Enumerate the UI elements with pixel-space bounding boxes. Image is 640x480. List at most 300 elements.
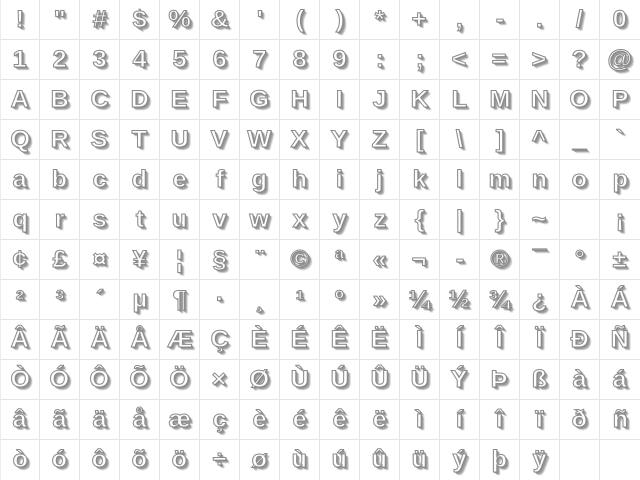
glyph-cell-r6-c10[interactable] <box>360 200 400 240</box>
glyph-cell-r8-c6[interactable] <box>200 280 240 320</box>
glyph-cell-r10-c10[interactable] <box>360 360 400 400</box>
glyph-cell-r2-c5[interactable] <box>160 40 200 80</box>
glyph-cell-r2-c4[interactable] <box>120 40 160 80</box>
glyph: D <box>130 85 149 113</box>
glyph-cell-r10-c2[interactable] <box>40 360 80 400</box>
glyph: ( <box>295 5 304 33</box>
glyph: × <box>212 365 227 393</box>
glyph-cell-r6-c15[interactable] <box>560 200 600 240</box>
glyph-cell-r5-c16[interactable] <box>600 160 640 200</box>
glyph-cell-r4-c13[interactable] <box>480 120 520 160</box>
glyph: Ü <box>410 365 429 393</box>
glyph-cell-r9-c2[interactable] <box>40 320 80 360</box>
glyph-cell-r3-c5[interactable] <box>160 80 200 120</box>
glyph-cell-r8-c11[interactable] <box>400 280 440 320</box>
glyph: è <box>252 405 267 433</box>
glyph-cell-r11-c13[interactable] <box>480 400 520 440</box>
glyph-cell-r3-c6[interactable] <box>200 80 240 120</box>
glyph-cell-r9-c3[interactable] <box>80 320 120 360</box>
glyph-cell-r1-c3[interactable] <box>80 0 120 40</box>
glyph: ¼ <box>408 285 431 313</box>
glyph: ä <box>92 405 107 433</box>
glyph: Ù <box>290 365 309 393</box>
glyph-cell-r8-c7[interactable] <box>240 280 280 320</box>
glyph: ó <box>51 446 68 473</box>
glyph-cell-r7-c10[interactable] <box>360 240 400 280</box>
glyph-cell-r11-c16[interactable] <box>600 400 640 440</box>
glyph-cell-r6-c6[interactable] <box>200 200 240 240</box>
glyph-cell-r8-c5[interactable] <box>160 280 200 320</box>
glyph: º <box>334 285 345 313</box>
glyph: ò <box>12 446 28 473</box>
glyph: a <box>12 165 28 193</box>
glyph-cell-r9-c10[interactable] <box>360 320 400 360</box>
glyph: ß <box>531 365 548 393</box>
glyph-cell-r4-c10[interactable] <box>360 120 400 160</box>
glyph: ! <box>15 5 25 33</box>
glyph: : <box>375 45 384 73</box>
glyph: p <box>612 165 628 193</box>
glyph-cell-r10-c15[interactable] <box>560 360 600 400</box>
glyph: c <box>92 165 107 193</box>
glyph: % <box>168 5 191 33</box>
glyph-cell-r7-c14[interactable] <box>520 240 560 280</box>
glyph: Ç <box>210 325 229 353</box>
glyph-cell-r11-c11[interactable] <box>400 400 440 440</box>
glyph-cell-r1-c2[interactable] <box>40 0 80 40</box>
glyph-cell-r8-c12[interactable] <box>440 280 480 320</box>
glyph: ¡ <box>615 205 625 233</box>
glyph: A <box>10 85 30 113</box>
glyph-cell-r5-c10[interactable] <box>360 160 400 200</box>
glyph: @ <box>607 45 633 73</box>
glyph-cell-r3-c12[interactable] <box>440 80 480 120</box>
glyph: > <box>532 45 547 73</box>
glyph-cell-r3-c2[interactable] <box>40 80 80 120</box>
glyph: ¬ <box>412 245 427 273</box>
glyph-cell-r3-c11[interactable] <box>400 80 440 120</box>
glyph: ö <box>171 446 188 473</box>
glyph: v <box>212 205 227 233</box>
glyph-cell-r2-c15[interactable] <box>560 40 600 80</box>
glyph-cell-r6-c5[interactable] <box>160 200 200 240</box>
glyph-cell-r9-c6[interactable] <box>200 320 240 360</box>
glyph: ¹ <box>295 285 304 313</box>
glyph: ¿ <box>531 285 548 313</box>
glyph: B <box>50 85 69 113</box>
glyph-cell-r7-c5[interactable] <box>160 240 200 280</box>
glyph-cell-r4-c4[interactable] <box>120 120 160 160</box>
glyph-cell-r3-c3[interactable] <box>80 80 120 120</box>
glyph-cell-r8-c1[interactable] <box>0 280 40 320</box>
glyph-cell-r1-c10[interactable] <box>360 0 400 40</box>
glyph-cell-r7-c16[interactable] <box>600 240 640 280</box>
glyph-cell-r12-c4[interactable] <box>120 440 160 480</box>
glyph: Y <box>331 125 348 153</box>
glyph-cell-r9-c5[interactable] <box>160 320 200 360</box>
glyph-cell-r8-c10[interactable] <box>360 280 400 320</box>
glyph-cell-r8-c16[interactable] <box>600 280 640 320</box>
glyph-cell-r12-c15[interactable] <box>560 440 600 480</box>
glyph-cell-r4-c12[interactable] <box>440 120 480 160</box>
glyph-cell-r10-c7[interactable] <box>240 360 280 400</box>
glyph-cell-r8-c8[interactable] <box>280 280 320 320</box>
glyph-cell-r11-c15[interactable] <box>560 400 600 440</box>
glyph: à <box>572 365 587 393</box>
glyph-cell-r10-c13[interactable] <box>480 360 520 400</box>
glyph: 9 <box>332 45 347 73</box>
glyph-cell-r12-c6[interactable] <box>200 440 240 480</box>
glyph-cell-r7-c15[interactable] <box>560 240 600 280</box>
glyph-cell-r12-c7[interactable] <box>240 440 280 480</box>
glyph: ~ <box>532 205 547 233</box>
glyph-cell-r1-c1[interactable] <box>0 0 40 40</box>
glyph-cell-r3-c7[interactable] <box>240 80 280 120</box>
glyph-cell-r6-c9[interactable] <box>320 200 360 240</box>
glyph-cell-r6-c14[interactable] <box>520 200 560 240</box>
glyph-cell-r11-c10[interactable] <box>360 400 400 440</box>
glyph-cell-r4-c2[interactable] <box>40 120 80 160</box>
glyph-cell-r7-c8[interactable] <box>280 240 320 280</box>
glyph: ¨ <box>255 245 264 273</box>
glyph-cell-r11-c7[interactable] <box>240 400 280 440</box>
glyph: K <box>410 85 429 113</box>
glyph-cell-r2-c2[interactable] <box>40 40 80 80</box>
glyph-cell-r1-c13[interactable] <box>480 0 520 40</box>
glyph-cell-r10-c1[interactable] <box>0 360 40 400</box>
glyph-cell-r2-c14[interactable] <box>520 40 560 80</box>
glyph-cell-r2-c10[interactable] <box>360 40 400 80</box>
glyph-cell-r10-c16[interactable] <box>600 360 640 400</box>
glyph-cell-r6-c11[interactable] <box>400 200 440 240</box>
glyph-cell-r7-c4[interactable] <box>120 240 160 280</box>
glyph: ½ <box>448 285 471 313</box>
glyph: Å <box>130 325 149 353</box>
glyph: Ï <box>535 325 543 353</box>
glyph-cell-r4-c15[interactable] <box>560 120 600 160</box>
glyph: ¸ <box>255 285 264 313</box>
glyph: ¾ <box>488 285 511 313</box>
glyph-cell-r3-c9[interactable] <box>320 80 360 120</box>
glyph-cell-r12-c16[interactable] <box>600 440 640 480</box>
glyph-cell-r9-c15[interactable] <box>560 320 600 360</box>
glyph: h <box>291 165 308 193</box>
glyph-cell-r5-c13[interactable] <box>480 160 520 200</box>
glyph-cell-r11-c9[interactable] <box>320 400 360 440</box>
glyph-cell-r4-c6[interactable] <box>200 120 240 160</box>
glyph: u <box>171 205 188 233</box>
glyph-cell-r10-c5[interactable] <box>160 360 200 400</box>
glyph-cell-r12-c10[interactable] <box>360 440 400 480</box>
glyph-cell-r4-c16[interactable] <box>600 120 640 160</box>
glyph-cell-r12-c14[interactable] <box>520 440 560 480</box>
glyph-cell-r2-c6[interactable] <box>200 40 240 80</box>
glyph: È <box>251 325 268 353</box>
glyph-cell-r10-c14[interactable] <box>520 360 560 400</box>
glyph-cell-r12-c12[interactable] <box>440 440 480 480</box>
glyph-cell-r4-c7[interactable] <box>240 120 280 160</box>
glyph: V <box>211 125 228 153</box>
glyph-cell-r3-c8[interactable] <box>280 80 320 120</box>
glyph-cell-r3-c13[interactable] <box>480 80 520 120</box>
glyph-cell-r10-c12[interactable] <box>440 360 480 400</box>
glyph-cell-r11-c14[interactable] <box>520 400 560 440</box>
glyph-cell-r10-c9[interactable] <box>320 360 360 400</box>
glyph: Ì <box>415 325 423 353</box>
glyph: Ä <box>90 325 109 353</box>
glyph-cell-r8-c14[interactable] <box>520 280 560 320</box>
glyph: _ <box>572 125 587 153</box>
glyph-cell-r5-c15[interactable] <box>560 160 600 200</box>
glyph: Ð <box>570 325 589 353</box>
glyph-cell-r8-c4[interactable] <box>120 280 160 320</box>
glyph-cell-r2-c7[interactable] <box>240 40 280 80</box>
glyph-cell-r8-c13[interactable] <box>480 280 520 320</box>
glyph: Ã <box>50 325 69 353</box>
glyph-cell-r5-c9[interactable] <box>320 160 360 200</box>
glyph: ì <box>415 405 423 433</box>
glyph-cell-r12-c9[interactable] <box>320 440 360 480</box>
glyph-cell-r3-c4[interactable] <box>120 80 160 120</box>
glyph: õ <box>131 446 148 473</box>
glyph-cell-r9-c9[interactable] <box>320 320 360 360</box>
glyph-cell-r9-c11[interactable] <box>400 320 440 360</box>
glyph-cell-r1-c7[interactable] <box>240 0 280 40</box>
glyph-cell-r5-c6[interactable] <box>200 160 240 200</box>
glyph-cell-r9-c1[interactable] <box>0 320 40 360</box>
glyph-cell-r7-c3[interactable] <box>80 240 120 280</box>
glyph: À <box>570 285 589 313</box>
glyph: Ò <box>10 365 30 393</box>
glyph-cell-r4-c3[interactable] <box>80 120 120 160</box>
glyph: ë <box>372 405 387 433</box>
glyph-cell-r12-c13[interactable] <box>480 440 520 480</box>
glyph-cell-r11-c4[interactable] <box>120 400 160 440</box>
glyph: ^ <box>532 125 547 153</box>
glyph: Z <box>371 125 388 153</box>
glyph-cell-r6-c3[interactable] <box>80 200 120 240</box>
glyph-cell-r5-c7[interactable] <box>240 160 280 200</box>
glyph: 8 <box>292 45 307 73</box>
glyph-cell-r2-c3[interactable] <box>80 40 120 80</box>
glyph-cell-r11-c5[interactable] <box>160 400 200 440</box>
glyph-cell-r11-c1[interactable] <box>0 400 40 440</box>
glyph: ï <box>535 405 543 433</box>
glyph: I <box>335 85 343 113</box>
glyph-cell-r3-c15[interactable] <box>560 80 600 120</box>
glyph-cell-r1-c6[interactable] <box>200 0 240 40</box>
glyph-cell-r10-c11[interactable] <box>400 360 440 400</box>
glyph: ¥ <box>132 245 147 273</box>
glyph: T <box>131 125 148 153</box>
glyph-cell-r5-c12[interactable] <box>440 160 480 200</box>
glyph-cell-r6-c2[interactable] <box>40 200 80 240</box>
glyph-cell-r11-c6[interactable] <box>200 400 240 440</box>
glyph-cell-r9-c16[interactable] <box>600 320 640 360</box>
glyph: ú <box>331 446 348 473</box>
glyph-cell-r7-c13[interactable] <box>480 240 520 280</box>
glyph-cell-r5-c1[interactable] <box>0 160 40 200</box>
glyph-cell-r4-c5[interactable] <box>160 120 200 160</box>
glyph-cell-r9-c14[interactable] <box>520 320 560 360</box>
glyph-cell-r6-c12[interactable] <box>440 200 480 240</box>
glyph-cell-r9-c8[interactable] <box>280 320 320 360</box>
glyph: S <box>91 125 108 153</box>
glyph-cell-r10-c8[interactable] <box>280 360 320 400</box>
glyph: ° <box>574 245 585 273</box>
glyph-cell-r11-c8[interactable] <box>280 400 320 440</box>
glyph-cell-r8-c3[interactable] <box>80 280 120 320</box>
glyph-cell-r10-c3[interactable] <box>80 360 120 400</box>
glyph-cell-r12-c1[interactable] <box>0 440 40 480</box>
glyph: ' <box>256 5 263 33</box>
glyph-cell-r3-c1[interactable] <box>0 80 40 120</box>
glyph: Ê <box>331 325 348 353</box>
glyph: - <box>495 5 504 33</box>
glyph-cell-r2-c8[interactable] <box>280 40 320 80</box>
glyph: ¯ <box>532 245 547 273</box>
glyph: . <box>535 5 543 33</box>
glyph: ± <box>613 245 627 273</box>
glyph: R <box>50 125 69 153</box>
glyph-cell-r7-c11[interactable] <box>400 240 440 280</box>
glyph: X <box>291 125 308 153</box>
glyph-cell-r2-c13[interactable] <box>480 40 520 80</box>
glyph-cell-r5-c4[interactable] <box>120 160 160 200</box>
glyph: 4 <box>132 45 147 73</box>
glyph-cell-r4-c14[interactable] <box>520 120 560 160</box>
glyph: ´ <box>95 285 104 313</box>
glyph: i <box>335 165 343 193</box>
glyph-cell-r11-c2[interactable] <box>40 400 80 440</box>
glyph-cell-r3-c14[interactable] <box>520 80 560 120</box>
glyph-cell-r1-c8[interactable] <box>280 0 320 40</box>
glyph: © <box>290 245 309 273</box>
glyph-cell-r1-c14[interactable] <box>520 0 560 40</box>
glyph-cell-r7-c9[interactable] <box>320 240 360 280</box>
glyph: ü <box>411 446 428 473</box>
glyph-cell-r10-c4[interactable] <box>120 360 160 400</box>
glyph: µ <box>132 285 147 313</box>
glyph-cell-r2-c9[interactable] <box>320 40 360 80</box>
glyph-cell-r9-c13[interactable] <box>480 320 520 360</box>
glyph: £ <box>52 245 67 273</box>
glyph-cell-r11-c3[interactable] <box>80 400 120 440</box>
glyph-cell-r3-c16[interactable] <box>600 80 640 120</box>
glyph-cell-r8-c15[interactable] <box>560 280 600 320</box>
glyph-cell-r6-c8[interactable] <box>280 200 320 240</box>
glyph: J <box>372 85 387 113</box>
glyph: Ñ <box>610 325 630 353</box>
glyph-cell-r6-c1[interactable] <box>0 200 40 240</box>
glyph-cell-r8-c9[interactable] <box>320 280 360 320</box>
glyph-cell-r6-c16[interactable] <box>600 200 640 240</box>
glyph-cell-r4-c8[interactable] <box>280 120 320 160</box>
glyph: Ô <box>89 365 110 393</box>
glyph-cell-r2-c16[interactable] <box>600 40 640 80</box>
glyph-cell-r7-c2[interactable] <box>40 240 80 280</box>
glyph: Ö <box>169 365 190 393</box>
glyph-cell-r9-c7[interactable] <box>240 320 280 360</box>
glyph-cell-r6-c7[interactable] <box>240 200 280 240</box>
glyph-cell-r2-c11[interactable] <box>400 40 440 80</box>
glyph-cell-r1-c12[interactable] <box>440 0 480 40</box>
glyph-cell-r7-c6[interactable] <box>200 240 240 280</box>
glyph: Â <box>10 325 30 353</box>
glyph-cell-r12-c2[interactable] <box>40 440 80 480</box>
glyph-cell-r12-c8[interactable] <box>280 440 320 480</box>
glyph: g <box>251 165 268 193</box>
glyph: â <box>12 405 28 433</box>
glyph-cell-r2-c1[interactable] <box>0 40 40 80</box>
glyph-cell-r4-c9[interactable] <box>320 120 360 160</box>
glyph: | <box>455 205 464 233</box>
glyph: Û <box>370 365 389 393</box>
glyph: á <box>612 365 628 393</box>
glyph-cell-r1-c5[interactable] <box>160 0 200 40</box>
glyph: " <box>53 5 66 33</box>
glyph-cell-r5-c11[interactable] <box>400 160 440 200</box>
glyph-cell-r12-c5[interactable] <box>160 440 200 480</box>
glyph: ) <box>335 5 344 33</box>
glyph-cell-r1-c9[interactable] <box>320 0 360 40</box>
glyph-cell-r7-c12[interactable] <box>440 240 480 280</box>
glyph-cell-r8-c2[interactable] <box>40 280 80 320</box>
glyph-cell-r1-c15[interactable] <box>560 0 600 40</box>
glyph: Í <box>455 325 463 353</box>
glyph: Ú <box>330 365 349 393</box>
glyph-cell-r3-c10[interactable] <box>360 80 400 120</box>
glyph-cell-r10-c6[interactable] <box>200 360 240 400</box>
glyph: Á <box>610 285 630 313</box>
glyph-cell-r2-c12[interactable] <box>440 40 480 80</box>
glyph: l <box>455 165 463 193</box>
glyph-cell-r12-c3[interactable] <box>80 440 120 480</box>
glyph: Ë <box>371 325 388 353</box>
glyph: k <box>412 165 427 193</box>
glyph: ç <box>212 405 227 433</box>
glyph: ð <box>571 405 588 433</box>
glyph: é <box>292 405 307 433</box>
glyph-cell-r4-c1[interactable] <box>0 120 40 160</box>
glyph: ª <box>334 245 345 273</box>
glyph-cell-r5-c5[interactable] <box>160 160 200 200</box>
glyph-cell-r5-c3[interactable] <box>80 160 120 200</box>
glyph-cell-r9-c4[interactable] <box>120 320 160 360</box>
glyph-cell-r4-c11[interactable] <box>400 120 440 160</box>
glyph-cell-r6-c4[interactable] <box>120 200 160 240</box>
glyph-cell-r1-c16[interactable] <box>600 0 640 40</box>
glyph-cell-r7-c1[interactable] <box>0 240 40 280</box>
glyph-cell-r9-c12[interactable] <box>440 320 480 360</box>
glyph: f <box>215 165 224 193</box>
glyph-cell-r5-c8[interactable] <box>280 160 320 200</box>
glyph-cell-r12-c11[interactable] <box>400 440 440 480</box>
glyph-cell-r1-c11[interactable] <box>400 0 440 40</box>
glyph-cell-r7-c7[interactable] <box>240 240 280 280</box>
glyph-cell-r11-c12[interactable] <box>440 400 480 440</box>
glyph-cell-r6-c13[interactable] <box>480 200 520 240</box>
glyph: G <box>249 85 270 113</box>
glyph: ã <box>52 405 67 433</box>
glyph-cell-r5-c2[interactable] <box>40 160 80 200</box>
glyph: ² <box>15 285 25 313</box>
glyph-cell-r5-c14[interactable] <box>520 160 560 200</box>
glyph-cell-r1-c4[interactable] <box>120 0 160 40</box>
glyph: } <box>494 205 505 233</box>
glyph: m <box>488 165 511 193</box>
glyph: [ <box>415 125 424 153</box>
